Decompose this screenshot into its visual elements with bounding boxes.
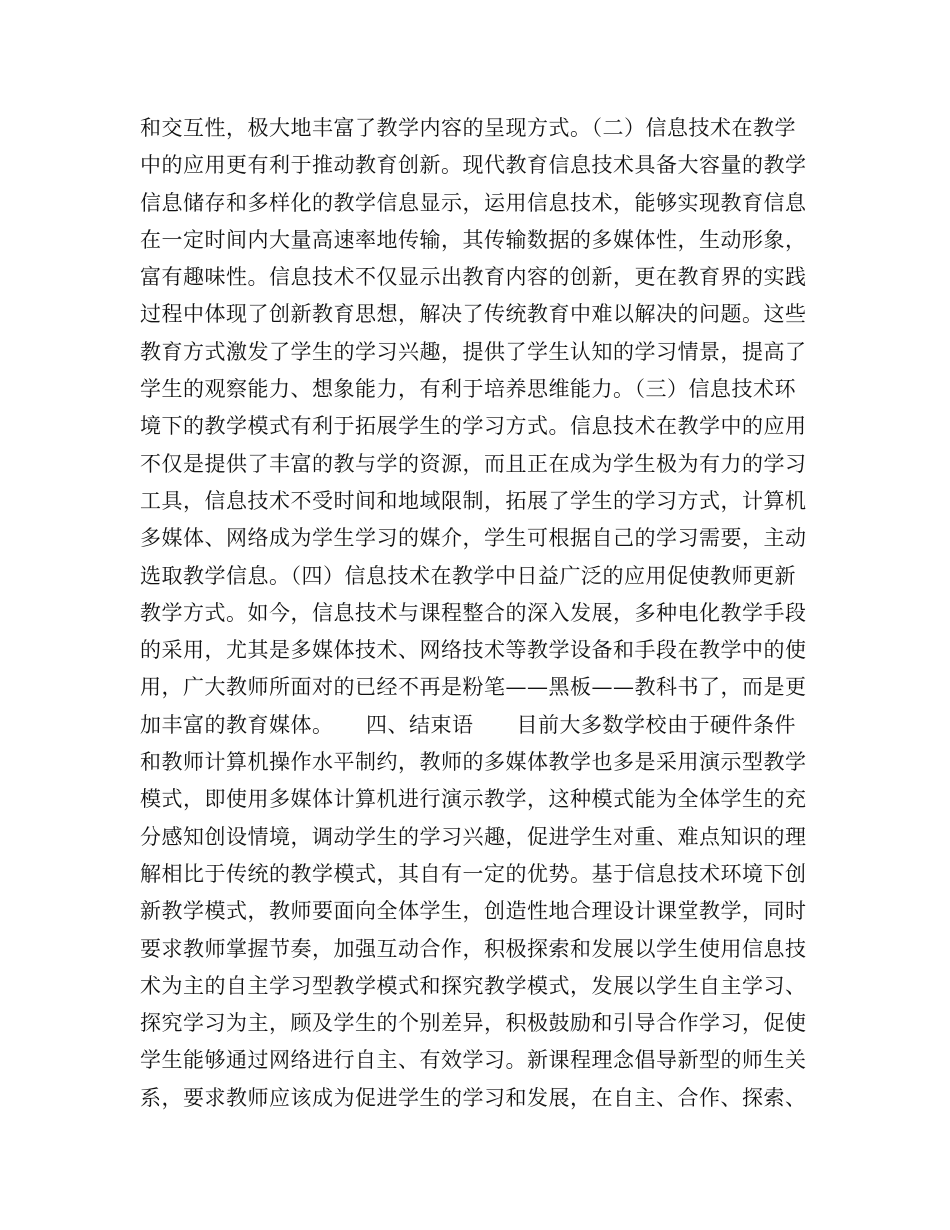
text-line: 要求教师掌握节奏，加强互动合作，积极探索和发展以学生使用信息技 bbox=[140, 936, 807, 961]
text-line: 和交互性，极大地丰富了教学内容的呈现方式。（二）信息技术在教学 bbox=[140, 116, 796, 140]
text-line: 教学方式。如今，信息技术与课程整合的深入发展，多种电化教学手段 bbox=[140, 600, 807, 625]
text-line: 学生的观察能力、想象能力，有利于培养思维能力。（三）信息技术环 bbox=[140, 377, 796, 402]
text-line: 用，广大教师所面对的已经不再是粉笔——黑板——教科书了，而是更 bbox=[140, 675, 807, 700]
text-line: 和教师计算机操作水平制约，教师的多媒体教学也多是采用演示型教学 bbox=[140, 750, 807, 775]
text-line: 学生能够通过网络进行自主、有效学习。新课程理念倡导新型的师生关 bbox=[140, 1048, 807, 1073]
text-line: 探究学习为主，顾及学生的个别差异，积极鼓励和引导合作学习，促使 bbox=[140, 1011, 807, 1036]
text-line: 富有趣味性。信息技术不仅显示出教育内容的创新，更在教育界的实践 bbox=[140, 265, 807, 290]
text-line: 选取教学信息。（四）信息技术在教学中日益广泛的应用促使教师更新 bbox=[140, 563, 796, 588]
text-line: 中的应用更有利于推动教育创新。现代教育信息技术具备大容量的教学 bbox=[140, 153, 807, 178]
text-line: 在一定时间内大量高速率地传输，其传输数据的多媒体性，生动形象， bbox=[140, 227, 807, 252]
text-line: 多媒体、网络成为学生学习的媒介，学生可根据自己的学习需要，主动 bbox=[140, 526, 807, 551]
text-line: 教育方式激发了学生的学习兴趣，提供了学生认知的学习情景，提高了 bbox=[140, 339, 807, 364]
body-text bbox=[140, 110, 820, 1117]
text-line: 系，要求教师应该成为促进学生的学习和发展，在自主、合作、探索、 bbox=[140, 1085, 807, 1110]
text-line: 过程中体现了创新教育思想，解决了传统教育中难以解决的问题。这些 bbox=[140, 302, 807, 327]
text-line: 新教学模式，教师要面向全体学生，创造性地合理设计课堂教学，同时 bbox=[140, 899, 807, 924]
text-line: 分感知创设情境，调动学生的学习兴趣，促进学生对重、难点知识的理 bbox=[140, 824, 807, 849]
text-line: 信息储存和多样化的教学信息显示，运用信息技术，能够实现教育信息 bbox=[140, 190, 807, 215]
text-line: 不仅是提供了丰富的教与学的资源，而且正在成为学生极为有力的学习 bbox=[140, 451, 807, 476]
text-line: 术为主的自主学习型教学模式和探究教学模式，发展以学生自主学习、 bbox=[140, 973, 807, 998]
text-line: 工具，信息技术不受时间和地域限制，拓展了学生的学习方式，计算机 bbox=[140, 488, 807, 513]
text-line: 加丰富的教育媒体。 四、结束语 目前大多数学校由于硬件条件 bbox=[140, 712, 796, 737]
text-line: 的采用，尤其是多媒体技术、网络技术等教学设备和手段在教学中的使 bbox=[140, 638, 807, 663]
text-line: 境下的教学模式有利于拓展学生的学习方式。信息技术在教学中的应用 bbox=[140, 414, 807, 439]
text-line: 模式，即使用多媒体计算机进行演示教学，这种模式能为全体学生的充 bbox=[140, 787, 807, 812]
text-line: 解相比于传统的教学模式，其自有一定的优势。基于信息技术环境下创 bbox=[140, 861, 807, 886]
